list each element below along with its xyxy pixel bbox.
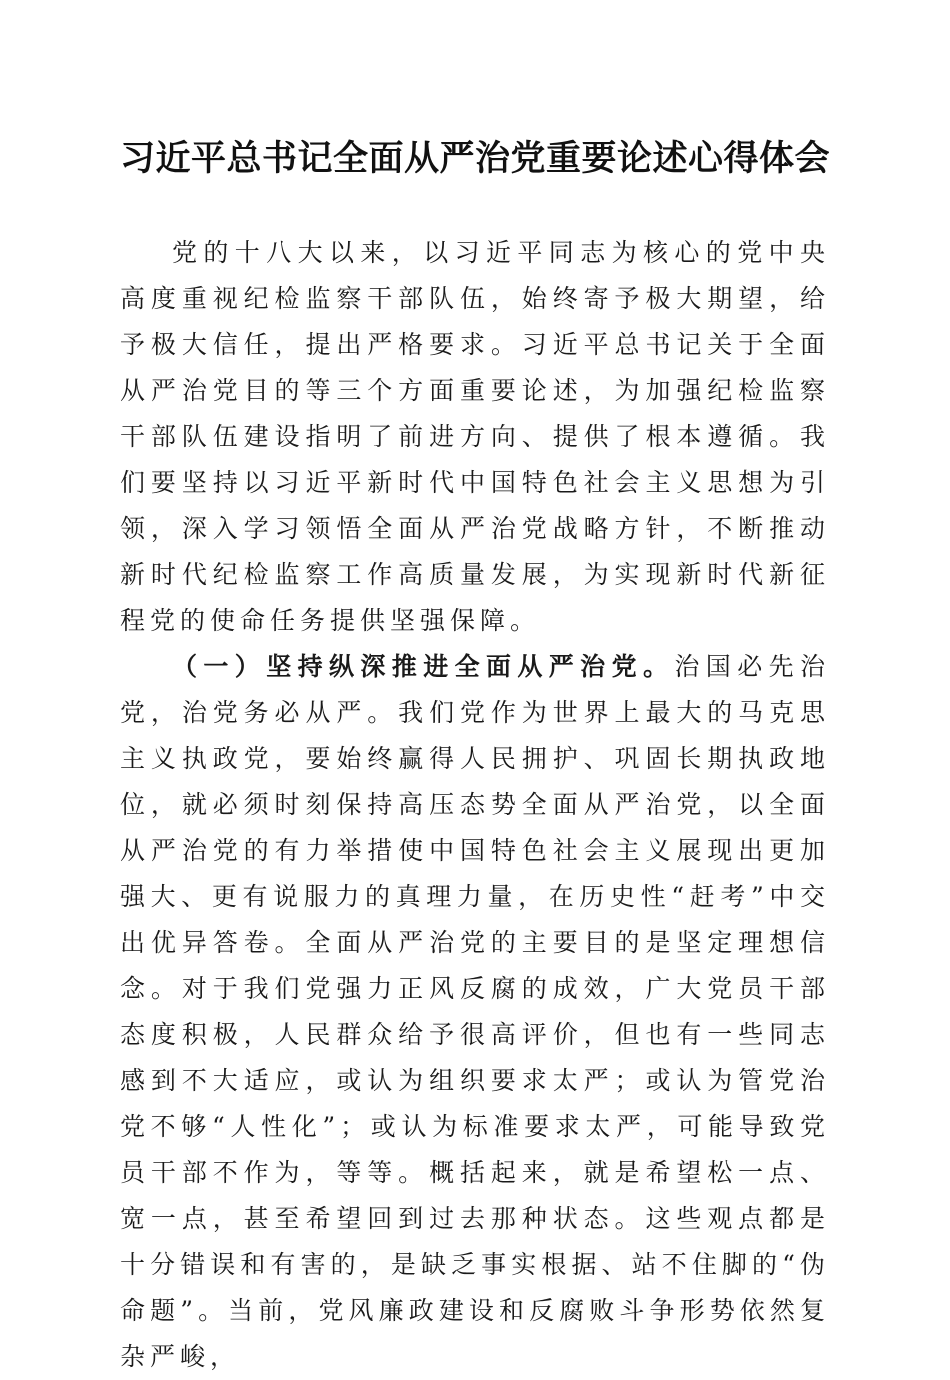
section-one-heading: （一）坚持纵深推进全面从严治党。 bbox=[172, 652, 675, 681]
document-body bbox=[120, 230, 830, 1380]
section-one-paragraph bbox=[120, 644, 830, 1380]
intro-paragraph bbox=[120, 230, 830, 644]
intro-paragraph-text: 党的十八大以来，以习近平同志为核心的党中央高度重视纪检监察干部队伍，始终寄予极大期望，给予极大信任，提出严格要求。习近平总书记关于全面从严治党目的等三个方面重要论述，为加强纪检监察干部队伍建设指明了前进方向、提供了根本遵循。我们要坚持以习近平新时代中国特色社会主义思想为引领，深入学习领悟全面从严治党战略方针，不断推动新时代纪检监察工作高质量发展，为实现新时代新征程党的使命任务提供坚强保障。 bbox=[120, 238, 830, 635]
section-one-text: 治国必先治党，治党务必从严。我们党作为世界上最大的马克思主义执政党，要始终赢得人民拥护、巩固长期执政地位，就必须时刻保持高压态势全面从严治党，以全面从严治党的有力举措使中国特色社会主义展现出更加强大、更有说服力的真理力量，在历史性“赶考”中交出优异答卷。全面从严治党的主要目的是坚定理想信念。对于我们党强力正风反腐的成效，广大党员干部态度积极，人民群众给予很高评价，但也有一些同志感到不大适应，或认为组织要求太严；或认为管党治党不够“人性化”；或认为标准要求太严，可能导致党员干部不作为，等等。概括起来，就是希望松一点、宽一点，甚至希望回到过去那种状态。这些观点都是十分错误和有害的，是缺乏事实根据、站不住脚的“伪命题”。当前，党风廉政建设和反腐败斗争形势依然复杂严峻， bbox=[120, 652, 830, 1371]
document-title: 习近平总书记全面从严治党重要论述心得体会 bbox=[119, 138, 830, 179]
